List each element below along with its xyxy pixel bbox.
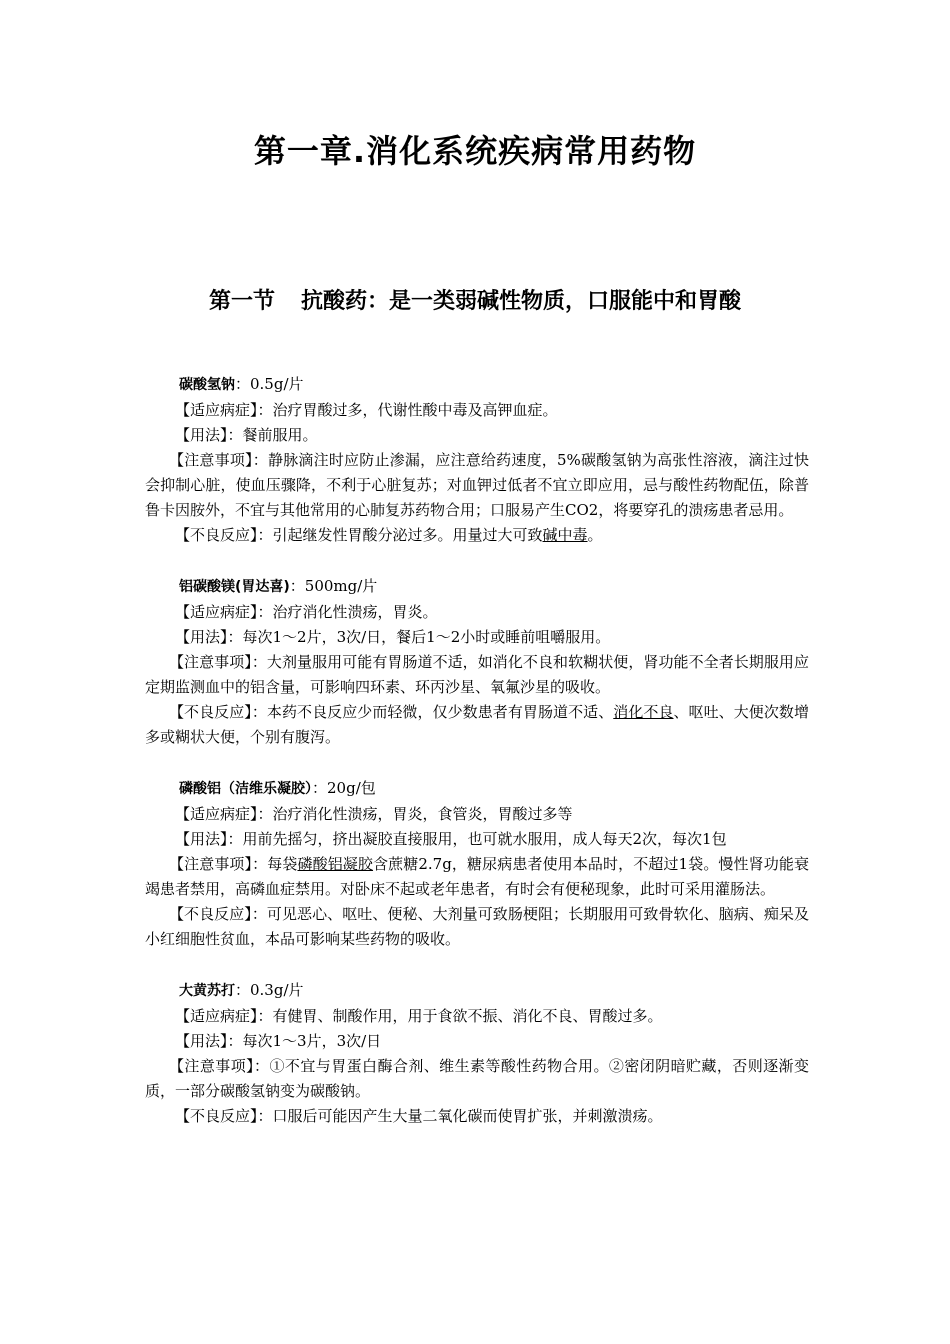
document-body: [145, 372, 809, 1155]
drug-spec: ：20g/包: [312, 779, 376, 797]
adverse-text: 【不良反应】：口服后可能因产生大量二氧化碳而使胃扩张，并刺激溃疡。: [175, 1107, 663, 1125]
drug-heading: [145, 372, 809, 398]
drug-entry-hydrotalcite: [145, 574, 809, 750]
drug-spec: ：0.3g/片: [235, 981, 304, 999]
section-label: 第一节: [208, 289, 275, 314]
adverse-text: [145, 700, 809, 750]
precautions-text: 【注意事项】：大剂量服用可能有胃肠道不适，如消化不良和软糊状便，肾功能不全者长期服用应定期监测血中的铝含量，可影响四环素、环丙沙星、氧氟沙星的吸收。: [145, 653, 809, 696]
drug-heading: [145, 978, 809, 1004]
usage-text: 【用法】：餐前服用。: [175, 426, 318, 444]
usage-text: 【用法】：每次1～3片，3次/日: [175, 1032, 382, 1050]
drug-entry-aluminium-phosphate: [145, 776, 809, 952]
precautions-text: 【注意事项】：静脉滴注时应防止渗漏，应注意给药速度，5%碳酸氢钠为高张性溶液，滴注过快会抑制心脏，使血压骤降，不利于心脏复苏；对血钾过低者不宜立即应用，忌与酸性药物配伍，除普鲁卡因胺外，不宜与其他常用的心肺复苏药物合用；口服易产生CO2，将要穿孔的溃疡患者忌用。: [145, 451, 809, 519]
drug-name: 大黄苏打: [179, 983, 235, 999]
usage-text: 【用法】：用前先摇匀，挤出凝胶直接服用，也可就水服用，成人每天2次，每次1包: [175, 830, 727, 848]
adverse-text: [145, 523, 809, 548]
drug-name: 碳酸氢钠: [179, 377, 235, 393]
section-title: [0, 284, 950, 315]
adverse-link[interactable]: 碱中毒: [542, 526, 588, 544]
chapter-title: 第一章.消化系统疾病常用药物: [253, 132, 697, 170]
precautions-text-part: 含蔗糖2.7g，糖尿病患者使用本品时，不超过1袋。慢性肾功能衰竭患者禁用，高磷血症禁用。对卧床不起或老年患者，有时会有便秘现象，此时可采用灌肠法。: [145, 855, 809, 898]
adverse-text-part: 。: [587, 526, 603, 544]
drug-entry-sodium-bicarbonate: [145, 372, 809, 548]
drug-entry-rhubarb-soda: [145, 978, 809, 1129]
usage-text: 【用法】：每次1～2片，3次/日，餐后1～2小时或睡前咀嚼服用。: [175, 628, 611, 646]
adverse-link[interactable]: 消化不良: [613, 703, 674, 721]
drug-name: 磷酸铝（洁维乐凝胶）: [179, 781, 312, 797]
indication-text: 【适应病症】：有健胃、制酸作用，用于食欲不振、消化不良、胃酸过多。: [175, 1007, 663, 1025]
indication-text: 【适应病症】：治疗胃酸过多，代谢性酸中毒及高钾血症。: [175, 401, 558, 419]
drug-spec: ：500mg/片: [289, 577, 378, 595]
drug-heading: [145, 776, 809, 802]
drug-heading: [145, 574, 809, 600]
indication-text: 【适应病症】：治疗消化性溃疡，胃炎。: [175, 603, 438, 621]
precautions-text: 【注意事项】：①不宜与胃蛋白酶合剂、维生素等酸性药物合用。②密闭阴暗贮藏，否则逐渐变质，一部分碳酸氢钠变为碳酸钠。: [145, 1057, 809, 1100]
drug-spec: ：0.5g/片: [235, 375, 304, 393]
drug-name: 铝碳酸镁(胃达喜): [179, 579, 290, 595]
precautions-text: [145, 852, 809, 902]
precautions-text-part: 【注意事项】：每袋: [169, 855, 298, 873]
adverse-text-part: 、呕吐、大便次数增多或糊状大便，个别有腹泻。: [145, 703, 809, 746]
section-heading: 抗酸药：是一类弱碱性物质，口服能中和胃酸: [301, 289, 742, 314]
precautions-link[interactable]: 磷酸铝凝胶: [297, 855, 374, 873]
adverse-text: 【不良反应】：可见恶心、呕吐、便秘、大剂量可致肠梗阻；长期服用可致骨软化、脑病、痴呆及小红细胞性贫血，本品可影响某些药物的吸收。: [145, 905, 809, 948]
adverse-text-part: 【不良反应】：引起继发性胃酸分泌过多。用量过大可致: [175, 526, 543, 544]
adverse-text-part: 【不良反应】：本药不良反应少而轻微，仅少数患者有胃肠道不适、: [169, 703, 614, 721]
indication-text: 【适应病症】：治疗消化性溃疡，胃炎，食管炎，胃酸过多等: [175, 805, 573, 823]
